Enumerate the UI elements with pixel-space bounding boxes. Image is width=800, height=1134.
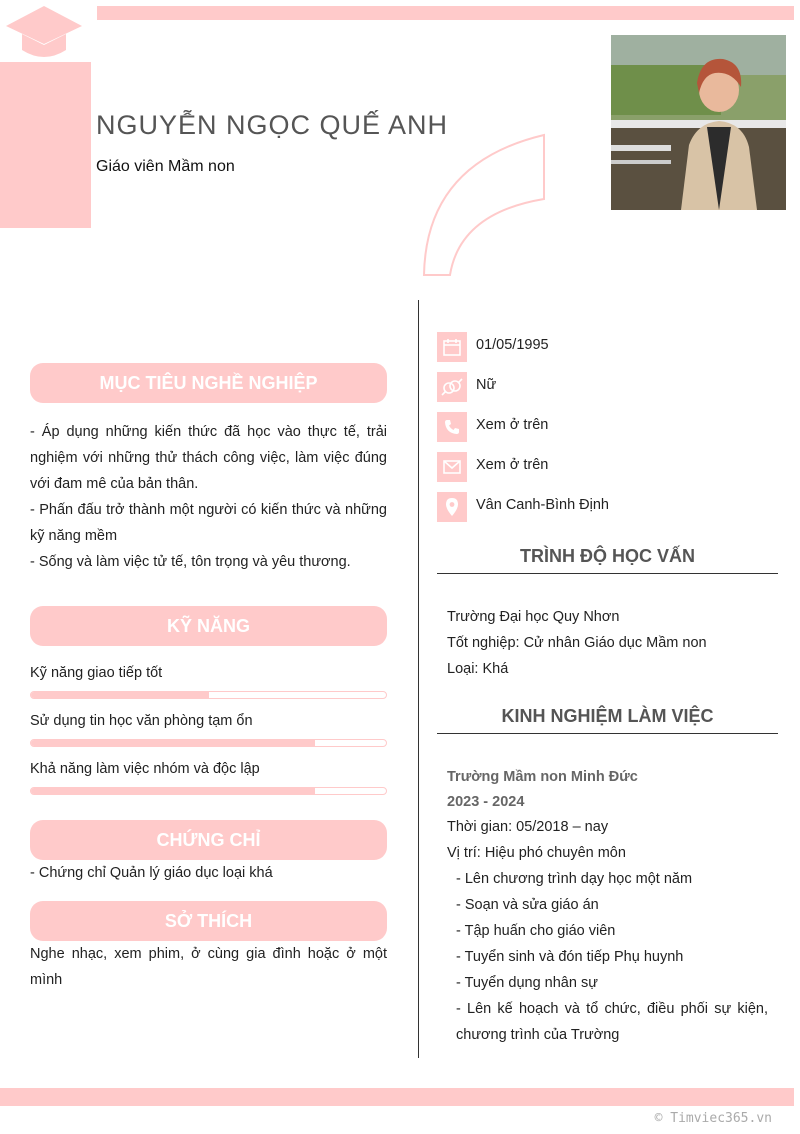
skill-name: Khả năng làm việc nhóm và độc lập xyxy=(30,761,260,777)
decorative-arc xyxy=(420,133,548,278)
experience-rule xyxy=(437,733,778,734)
experience-task: - Soạn và sửa giáo án xyxy=(456,897,599,913)
gender-text: Nữ xyxy=(476,377,497,393)
skill-bar xyxy=(30,691,387,699)
skill-fill xyxy=(31,740,315,746)
graduation-cap-icon xyxy=(4,4,84,62)
profile-photo xyxy=(611,35,786,210)
experience-company: Trường Mầm non Minh Đức xyxy=(447,769,638,785)
skill-fill xyxy=(31,788,315,794)
certificates-heading: CHỨNG CHỈ xyxy=(30,820,387,860)
certificate-text: - Chứng chỉ Quản lý giáo dục loại khá xyxy=(30,865,273,881)
experience-task-list xyxy=(456,866,768,1048)
phone-text: Xem ở trên xyxy=(476,417,549,433)
experience-position: Vị trí: Hiệu phó chuyên môn xyxy=(447,845,626,861)
experience-years: 2023 - 2024 xyxy=(447,794,525,810)
column-divider xyxy=(418,300,419,1058)
skill-bar xyxy=(30,739,387,747)
education-rule xyxy=(437,573,778,574)
job-title: Giáo viên Mầm non xyxy=(96,158,235,175)
skill-name: Sử dụng tin học văn phòng tạm ổn xyxy=(30,713,253,729)
phone-icon xyxy=(437,412,467,442)
email-text: Xem ở trên xyxy=(476,457,549,473)
hobbies-text: Nghe nhạc, xem phim, ở cùng gia đình hoặc ở một mình xyxy=(30,946,387,988)
location-pin-icon xyxy=(437,492,467,522)
experience-time: Thời gian: 05/2018 – nay xyxy=(447,819,609,835)
experience-task: - Lên kế hoạch và tổ chức, điều phối sự kiện, chương trình của Trường xyxy=(456,1001,768,1043)
hobbies-heading: SỞ THÍCH xyxy=(30,901,387,941)
education-heading: TRÌNH ĐỘ HỌC VẤN xyxy=(520,546,695,566)
candidate-name: NGUYỄN NGỌC QUẾ ANH xyxy=(96,110,449,140)
watermark: © Timviec365.vn xyxy=(654,1111,772,1126)
birthday-text: 01/05/1995 xyxy=(476,337,549,353)
skill-name: Kỹ năng giao tiếp tốt xyxy=(30,665,163,681)
experience-task: - Tập huấn cho giáo viên xyxy=(456,923,616,939)
skill-fill xyxy=(31,692,209,698)
education-grade: Loại: Khá xyxy=(447,661,509,677)
education-degree: Tốt nghiệp: Cử nhân Giáo dục Mầm non xyxy=(447,635,707,651)
left-accent-block xyxy=(0,62,91,228)
mail-icon xyxy=(437,452,467,482)
objective-line: - Sống và làm việc tử tế, tôn trọng và yêu thương. xyxy=(30,554,351,570)
objective-line: - Phấn đấu trở thành một người có kiến thức và những kỹ năng mềm xyxy=(30,502,387,544)
address-text: Vân Canh-Bình Định xyxy=(476,497,609,513)
objective-line: - Áp dụng những kiến thức đã học vào thực tế, trải nghiệm với những thử thách công việc, làm việc đúng với đam mê của bản thân. xyxy=(30,424,387,492)
experience-task: - Tuyển sinh và đón tiếp Phụ huynh xyxy=(456,949,684,965)
education-school: Trường Đại học Quy Nhơn xyxy=(447,609,620,625)
objective-text xyxy=(30,419,387,575)
objective-heading: MỤC TIÊU NGHỀ NGHIỆP xyxy=(30,363,387,403)
bottom-accent-bar xyxy=(0,1088,794,1106)
gender-icon xyxy=(437,372,467,402)
top-accent-bar xyxy=(97,6,794,20)
calendar-icon xyxy=(437,332,467,362)
experience-heading: KINH NGHIỆM LÀM VIỆC xyxy=(501,706,714,726)
skills-heading: KỸ NĂNG xyxy=(30,606,387,646)
experience-task: - Lên chương trình dạy học một năm xyxy=(456,871,693,887)
experience-task: - Tuyển dụng nhân sự xyxy=(456,975,598,991)
skill-bar xyxy=(30,787,387,795)
